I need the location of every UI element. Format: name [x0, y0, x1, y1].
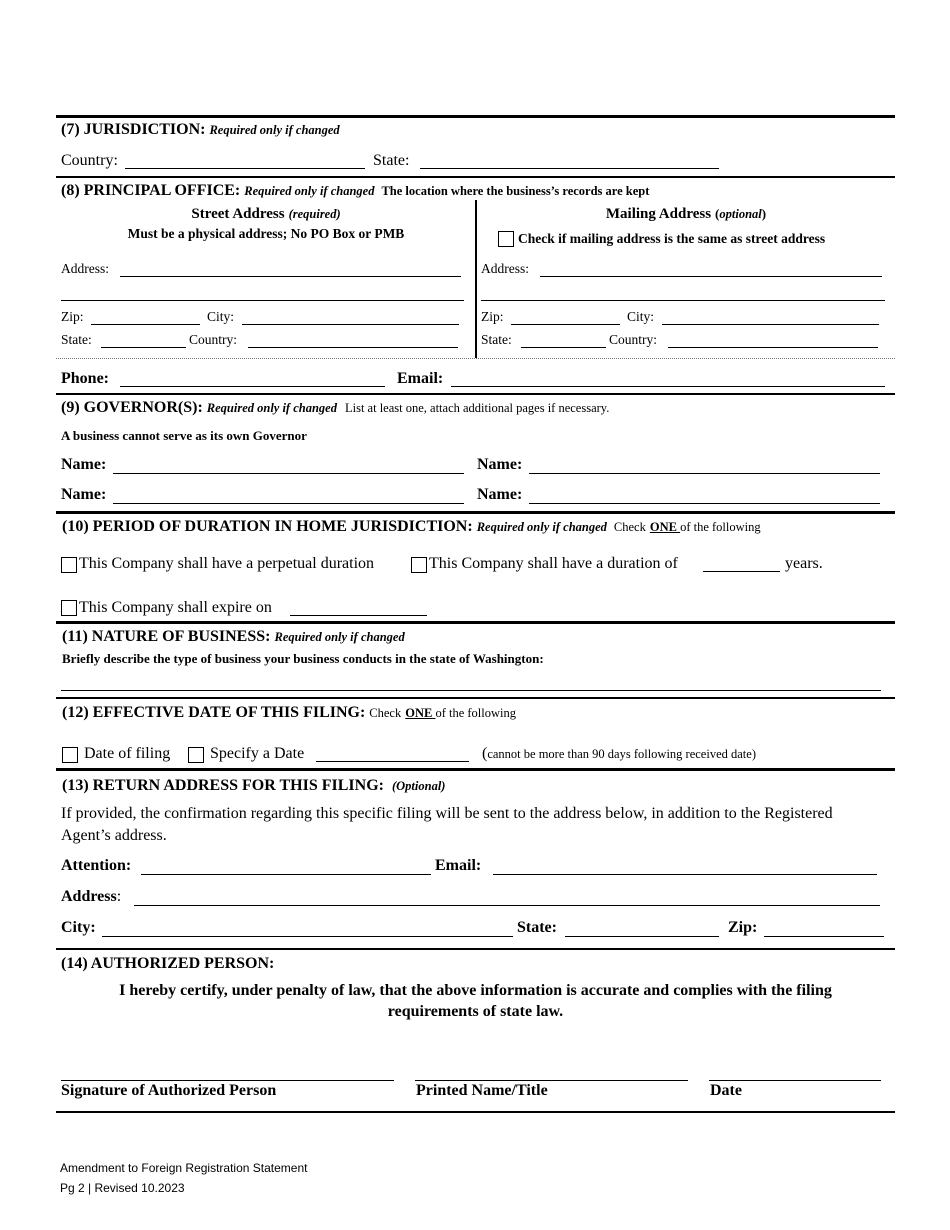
attention-label: Attention: — [61, 857, 132, 874]
specify-date-field[interactable] — [316, 761, 469, 762]
section-9-required-note: Required only if changed — [206, 401, 337, 415]
street-state-field[interactable] — [101, 347, 186, 348]
governor-name-field-1[interactable] — [113, 473, 464, 474]
section-10-top-rule — [56, 511, 895, 514]
certification-line2: requirements of state law. — [387, 1003, 564, 1020]
signature-label: Signature of Authorized Person — [61, 1082, 277, 1099]
phone-field[interactable] — [120, 386, 385, 387]
section-12-header — [62, 704, 516, 722]
return-zip-label: Zip: — [728, 919, 758, 936]
duration-years-field[interactable] — [703, 571, 780, 572]
street-country-field[interactable] — [248, 347, 458, 348]
return-email-label: Email: — [435, 857, 482, 874]
return-state-field[interactable] — [565, 936, 719, 937]
governor-name-label: Name: — [477, 456, 523, 473]
return-address-field[interactable] — [134, 905, 880, 906]
same-address-label: Check if mailing address is the same as street address — [518, 231, 826, 246]
section-13-top-rule — [56, 768, 895, 771]
mailing-zip-field[interactable] — [511, 324, 620, 325]
date-field[interactable] — [709, 1080, 881, 1081]
section-10-title: (10) PERIOD OF DURATION IN HOME JURISDICTION: — [62, 518, 473, 535]
signature-field[interactable] — [61, 1080, 394, 1081]
section-10-check-post: of the following — [680, 520, 761, 534]
section-7-title: (7) JURISDICTION: — [61, 121, 206, 138]
return-address-label — [61, 888, 121, 906]
mailing-address-optional-close: ) — [761, 206, 767, 221]
duration-years-label: This Company shall have a duration of — [429, 555, 678, 572]
governor-name-field-2[interactable] — [529, 473, 880, 474]
nature-of-business-instructions: Briefly describe the type of business your business conducts in the state of Washington: — [62, 651, 544, 666]
return-address-label-colon: : — [116, 888, 122, 905]
section-9-top-rule — [56, 393, 895, 395]
section-14-top-rule — [56, 948, 895, 950]
street-address-title — [56, 205, 476, 223]
certification-line1: I hereby certify, under penalty of law, that the above information is accurate and complies with the filing — [119, 982, 832, 999]
address-column-divider — [475, 200, 477, 358]
street-city-field[interactable] — [242, 324, 459, 325]
printed-name-field[interactable] — [415, 1080, 688, 1081]
expire-date-field[interactable] — [290, 615, 427, 616]
mailing-state-label: State: — [481, 332, 512, 347]
section-8-header — [61, 182, 649, 200]
effective-date-limit-note — [482, 745, 756, 763]
perpetual-duration-label: This Company shall have a perpetual duration — [79, 555, 375, 572]
attention-field[interactable] — [141, 874, 431, 875]
governor-name-field-4[interactable] — [529, 503, 880, 504]
street-address-note: Must be a physical address; No PO Box or PMB — [127, 226, 405, 241]
street-address-field[interactable] — [120, 276, 461, 277]
section-8-top-rule — [56, 176, 895, 178]
mailing-address-line2-field[interactable] — [481, 300, 885, 301]
section-12-check-pre: Check — [369, 706, 402, 720]
date-label: Date — [710, 1082, 742, 1099]
date-of-filing-label: Date of filing — [84, 745, 171, 762]
section-13-optional-note: (Optional) — [391, 779, 446, 793]
street-address-title-text: Street Address — [191, 206, 285, 222]
street-state-label: State: — [61, 332, 92, 347]
section-7-required-note: Required only if changed — [209, 123, 340, 137]
street-address-required: (required) — [288, 207, 341, 221]
governor-subnote: A business cannot serve as its own Governor — [61, 428, 307, 443]
mailing-address-title-text: Mailing Address — [605, 206, 712, 222]
street-address-line2-field[interactable] — [61, 300, 464, 301]
section-9-list-note: List at least one, attach additional pages if necessary. — [344, 401, 610, 415]
section-8-title: (8) PRINCIPAL OFFICE: — [61, 182, 241, 199]
email-label: Email: — [397, 370, 444, 387]
effective-date-limit-text: cannot be more than 90 days following received date) — [487, 747, 756, 761]
section-7-header — [61, 121, 340, 139]
jurisdiction-state-field[interactable] — [420, 168, 719, 169]
governor-name-field-3[interactable] — [113, 503, 464, 504]
section-12-check-one: ONE — [405, 706, 436, 720]
specify-date-label: Specify a Date — [210, 745, 305, 762]
mailing-address-field[interactable] — [540, 276, 882, 277]
section-8-location-note: The location where the business’s records are kept — [381, 184, 650, 198]
section-10-required-note: Required only if changed — [476, 520, 607, 534]
mailing-state-field[interactable] — [521, 347, 606, 348]
mailing-address-optional: optional — [719, 207, 762, 221]
return-address-label-text: Address — [61, 888, 117, 905]
return-city-field[interactable] — [102, 936, 513, 937]
email-field[interactable] — [451, 386, 885, 387]
footer-form-title: Amendment to Foreign Registration Statement — [60, 1161, 308, 1175]
section-9-header — [61, 399, 609, 417]
section-12-title: (12) EFFECTIVE DATE OF THIS FILING: — [62, 704, 366, 721]
governor-name-label: Name: — [61, 486, 107, 503]
return-address-explanation-line1: If provided, the confirmation regarding this specific filing will be sent to the address below, in addition to the Registered — [61, 805, 833, 822]
section-12-check-post: of the following — [435, 706, 516, 720]
mailing-country-field[interactable] — [668, 347, 878, 348]
return-zip-field[interactable] — [764, 936, 884, 937]
return-city-label: City: — [61, 919, 96, 936]
section-11-top-rule — [56, 621, 895, 624]
nature-of-business-field[interactable] — [61, 690, 881, 691]
contact-dotted-rule — [56, 358, 895, 359]
mailing-city-field[interactable] — [662, 324, 879, 325]
street-address-label: Address: — [61, 261, 109, 276]
section-8-required-note: Required only if changed — [244, 184, 375, 198]
section-14-title: (14) AUTHORIZED PERSON: — [61, 955, 275, 972]
section-10-header — [62, 518, 761, 536]
expire-date-checkbox[interactable] — [61, 600, 77, 616]
footer-page-revision: Pg 2 | Revised 10.2023 — [60, 1181, 185, 1195]
section-13-header — [62, 777, 445, 795]
governor-name-label: Name: — [61, 456, 107, 473]
duration-years-suffix: years. — [785, 555, 823, 572]
expire-date-label: This Company shall expire on — [79, 599, 272, 616]
perpetual-duration-checkbox[interactable] — [61, 557, 77, 573]
jurisdiction-country-label: Country: — [61, 152, 118, 169]
section-11-required-note: Required only if changed — [274, 630, 405, 644]
section-9-title: (9) GOVERNOR(S): — [61, 399, 203, 416]
jurisdiction-country-field[interactable] — [125, 168, 365, 169]
street-city-label: City: — [207, 309, 235, 324]
governor-name-label: Name: — [477, 486, 523, 503]
mailing-zip-label: Zip: — [481, 309, 504, 324]
section-13-title: (13) RETURN ADDRESS FOR THIS FILING: — [62, 777, 384, 794]
street-country-label: Country: — [189, 332, 238, 347]
specify-date-checkbox[interactable] — [188, 747, 204, 763]
section-10-check-one: ONE — [649, 520, 681, 534]
jurisdiction-state-label: State: — [373, 152, 410, 169]
effective-date-limit-paren: ( — [482, 745, 488, 762]
mailing-country-label: Country: — [609, 332, 658, 347]
return-state-label: State: — [517, 919, 557, 936]
return-email-field[interactable] — [493, 874, 877, 875]
section-12-top-rule — [56, 697, 895, 699]
section-11-header — [62, 628, 405, 646]
street-zip-field[interactable] — [91, 324, 200, 325]
mailing-address-title — [477, 205, 895, 223]
street-zip-label: Zip: — [61, 309, 84, 324]
section-11-title: (11) NATURE OF BUSINESS: — [62, 628, 271, 645]
section-14-bottom-rule — [56, 1111, 895, 1113]
return-address-explanation-line2: Agent’s address. — [61, 827, 167, 844]
same-address-checkbox[interactable] — [498, 231, 514, 247]
date-of-filing-checkbox[interactable] — [62, 747, 78, 763]
phone-label: Phone: — [61, 370, 109, 387]
section-10-check-pre: Check — [613, 520, 646, 534]
mailing-address-optional-open: ( — [715, 206, 720, 221]
mailing-city-label: City: — [627, 309, 655, 324]
duration-years-checkbox[interactable] — [411, 557, 427, 573]
mailing-address-label: Address: — [481, 261, 529, 276]
printed-name-label: Printed Name/Title — [416, 1082, 548, 1099]
section-7-top-rule — [56, 115, 895, 118]
